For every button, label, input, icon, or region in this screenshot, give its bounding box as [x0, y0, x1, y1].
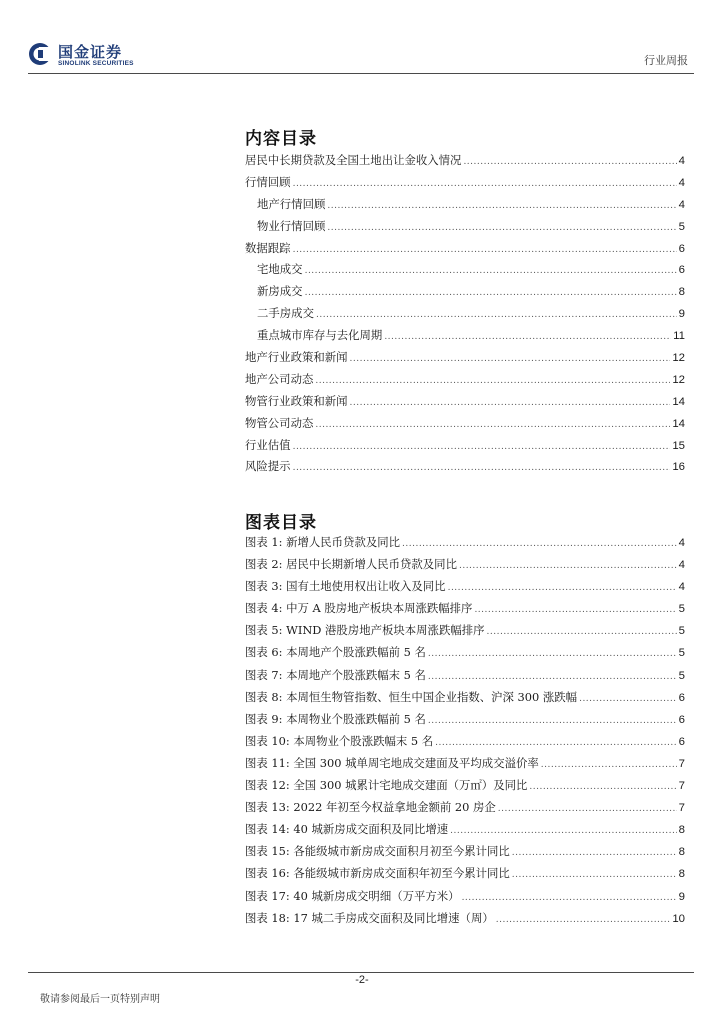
entry-page-number: 12 — [672, 373, 685, 386]
entry-page-number: 12 — [672, 352, 685, 365]
entry-label: 地产行情回顾 — [257, 196, 326, 211]
entry-page-number: 4 — [678, 155, 685, 167]
dot-leader — [315, 420, 670, 430]
dot-leader — [496, 915, 671, 925]
toc-entry[interactable] — [245, 371, 685, 393]
dot-leader — [293, 245, 677, 255]
dot-leader — [428, 716, 677, 726]
dot-leader — [462, 893, 677, 903]
toc-entry[interactable] — [245, 152, 685, 174]
entry-page-number: 5 — [678, 603, 685, 616]
entry-label: 行业估值 — [245, 437, 291, 452]
entry-page-number: 16 — [672, 461, 685, 474]
entry-label: 物管行业政策和新闻 — [245, 393, 348, 408]
toc-entry[interactable] — [245, 218, 685, 240]
entry-page-number: 8 — [678, 868, 685, 881]
entry-page-number: 10 — [672, 912, 685, 925]
dot-leader — [463, 157, 676, 167]
entry-label: 重点城市库存与去化周期 — [257, 328, 383, 343]
entry-label: 行情回顾 — [245, 174, 291, 189]
company-name-cn: 国金证券 — [58, 43, 123, 61]
dot-leader — [579, 694, 677, 704]
figure-entry[interactable] — [245, 578, 685, 600]
page-header — [28, 40, 694, 76]
toc-entry[interactable] — [245, 349, 685, 371]
dot-leader — [293, 463, 671, 473]
dot-leader — [498, 804, 677, 814]
entry-label: 物管公司动态 — [245, 415, 314, 430]
entry-page-number: 4 — [678, 176, 685, 189]
figure-list-title: 图表目录 — [245, 513, 317, 533]
dot-leader — [512, 848, 677, 858]
toc-entry[interactable] — [245, 261, 685, 283]
toc-title: 内容目录 — [245, 129, 317, 149]
figure-entry[interactable] — [245, 534, 685, 556]
entry-page-number: 15 — [672, 439, 685, 452]
dot-leader — [350, 398, 671, 408]
entry-page-number: 14 — [672, 417, 685, 430]
entry-page-number: 5 — [678, 647, 685, 660]
entry-label: 图表 18: 17 城二手房成交面积及同比增速（周） — [245, 910, 494, 925]
sinolink-logo-icon — [28, 42, 52, 66]
toc-entry[interactable] — [245, 393, 685, 415]
entry-page-number: 4 — [678, 581, 685, 594]
entry-page-number: 5 — [678, 625, 685, 638]
dot-leader — [327, 223, 676, 233]
entry-label: 图表 1: 新增人民币贷款及同比 — [245, 535, 401, 549]
entry-label: 图表 15: 各能级城市新房成交面积月初至今累计同比 — [245, 844, 510, 859]
entry-page-number: 14 — [672, 395, 685, 408]
entry-label: 新房成交 — [257, 284, 303, 299]
figure-entry[interactable] — [245, 689, 685, 711]
entry-label: 宅地成交 — [257, 262, 303, 277]
toc-entry[interactable] — [245, 327, 685, 349]
table-of-contents — [245, 152, 685, 480]
dot-leader — [293, 179, 677, 189]
entry-label: 图表 8: 本周恒生物管指数、恒生中国企业指数、沪深 300 涨跌幅 — [245, 689, 578, 704]
entry-page-number: 4 — [678, 198, 685, 211]
entry-page-number: 7 — [678, 802, 685, 815]
dot-leader — [428, 672, 677, 682]
entry-label: 图表 5: WIND 港股房地产板块本周涨跌幅排序 — [245, 623, 485, 638]
company-name-en: SINOLINK SECURITIES — [58, 60, 134, 67]
entry-label: 图表 17: 40 城新房成交明细（万平方米） — [245, 888, 460, 903]
figure-entry[interactable] — [245, 888, 685, 910]
dot-leader — [316, 310, 677, 320]
entry-label: 图表 9: 本周物业个股涨跌幅前 5 名 — [245, 711, 426, 726]
entry-page-number: 8 — [678, 286, 685, 299]
dot-leader — [541, 760, 677, 770]
figure-entry[interactable] — [245, 910, 685, 932]
entry-page-number: 5 — [678, 669, 685, 682]
toc-entry[interactable] — [245, 437, 685, 459]
entry-label: 图表 3: 国有土地使用权出让收入及同比 — [245, 579, 446, 594]
entry-label: 图表 13: 2022 年初至今权益拿地金额前 20 房企 — [245, 800, 496, 815]
entry-page-number: 4 — [678, 559, 685, 572]
figure-entry[interactable] — [245, 821, 685, 843]
entry-label: 数据跟踪 — [245, 240, 291, 255]
toc-entry[interactable] — [245, 240, 685, 262]
entry-page-number: 9 — [678, 890, 685, 903]
dot-leader — [450, 826, 676, 836]
entry-page-number: 11 — [673, 330, 685, 343]
page-number: -2- — [355, 974, 369, 986]
figure-entry[interactable] — [245, 644, 685, 666]
dot-leader — [474, 605, 676, 615]
dot-leader — [529, 782, 676, 792]
entry-label: 图表 6: 本周地产个股涨跌幅前 5 名 — [245, 645, 426, 660]
dot-leader — [315, 376, 670, 386]
entry-label: 风险提示 — [245, 459, 291, 474]
entry-page-number: 6 — [678, 264, 685, 277]
toc-entry[interactable] — [245, 283, 685, 305]
entry-page-number: 5 — [678, 220, 685, 233]
entry-page-number: 9 — [678, 308, 685, 321]
entry-page-number: 6 — [678, 691, 685, 704]
figure-entry[interactable] — [245, 843, 685, 865]
figure-entry[interactable] — [245, 733, 685, 755]
figure-entry[interactable] — [245, 755, 685, 777]
entry-label: 物业行情回顾 — [257, 218, 326, 233]
dot-leader — [402, 539, 677, 549]
toc-entry[interactable] — [245, 196, 685, 218]
disclaimer-text: 敬请参阅最后一页特别声明 — [40, 994, 160, 1005]
figure-entry[interactable] — [245, 799, 685, 821]
toc-entry[interactable] — [245, 415, 685, 437]
figure-entry[interactable] — [245, 600, 685, 622]
entry-page-number: 6 — [678, 713, 685, 726]
entry-label: 图表 2: 居民中长期新增人民币贷款及同比 — [245, 557, 457, 572]
entry-label: 图表 14: 40 城新房成交面积及同比增速 — [245, 822, 449, 837]
entry-page-number: 6 — [678, 735, 685, 748]
entry-page-number: 4 — [678, 537, 685, 549]
footer-divider — [28, 972, 694, 973]
entry-page-number: 8 — [678, 846, 685, 859]
dot-leader — [428, 649, 677, 659]
entry-label: 居民中长期贷款及全国土地出让金收入情况 — [245, 153, 462, 167]
dot-leader — [512, 870, 677, 880]
entry-label: 图表 12: 全国 300 城累计宅地成交建面（万㎡）及同比 — [245, 778, 528, 793]
dot-leader — [293, 442, 671, 452]
toc-entry[interactable] — [245, 305, 685, 327]
entry-page-number: 8 — [678, 824, 685, 837]
dot-leader — [459, 561, 677, 571]
figure-entry[interactable] — [245, 865, 685, 887]
dot-leader — [384, 332, 671, 342]
entry-page-number: 7 — [678, 757, 685, 770]
figure-entry[interactable] — [245, 622, 685, 644]
document-type: 行业周报 — [644, 54, 688, 67]
dot-leader — [305, 266, 677, 276]
figure-list — [245, 534, 685, 932]
entry-label: 图表 10: 本周物业个股涨跌幅末 5 名 — [245, 733, 434, 748]
figure-entry[interactable] — [245, 711, 685, 733]
dot-leader — [448, 583, 677, 593]
toc-entry[interactable] — [245, 458, 685, 480]
entry-page-number: 6 — [678, 242, 685, 255]
entry-label: 图表 4: 中万 A 股房地产板块本周涨跌幅排序 — [245, 601, 473, 616]
figure-entry[interactable] — [245, 667, 685, 689]
company-logo — [28, 40, 228, 70]
entry-label: 二手房成交 — [257, 306, 314, 321]
entry-label: 图表 16: 各能级城市新房成交面积年初至今累计同比 — [245, 866, 510, 881]
entry-label: 图表 7: 本周地产个股涨跌幅末 5 名 — [245, 667, 426, 682]
figure-entry[interactable] — [245, 556, 685, 578]
figure-entry[interactable] — [245, 777, 685, 799]
header-divider — [28, 73, 694, 74]
entry-page-number: 7 — [678, 780, 685, 793]
dot-leader — [435, 738, 677, 748]
dot-leader — [327, 201, 676, 211]
dot-leader — [350, 354, 671, 364]
entry-label: 地产公司动态 — [245, 371, 314, 386]
dot-leader — [305, 288, 677, 298]
entry-label: 图表 11: 全国 300 城单周宅地成交建面及平均成交溢价率 — [245, 755, 539, 770]
dot-leader — [487, 627, 677, 637]
toc-entry[interactable] — [245, 174, 685, 196]
entry-label: 地产行业政策和新闻 — [245, 350, 348, 365]
